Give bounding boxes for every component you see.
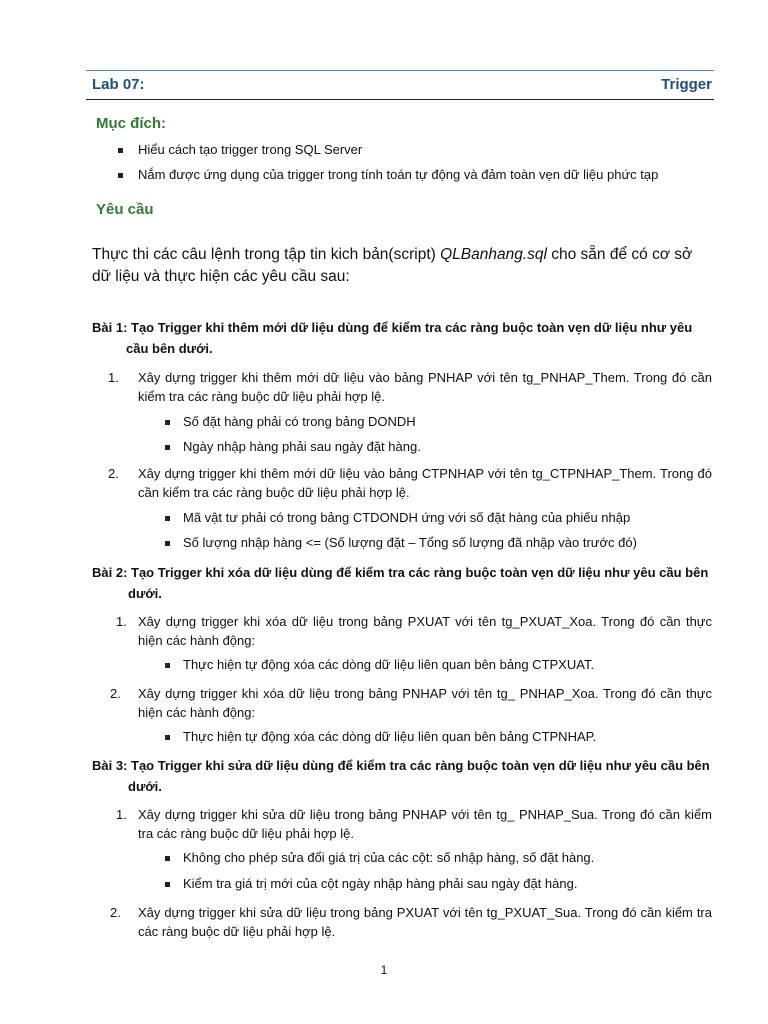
- item-text: Xây dựng trigger khi xóa dữ liệu trong bảng PXUAT với tên tg_PXUAT_Xoa. Trong đó cần thực hiện các hành động:: [138, 614, 712, 648]
- exercise-title-bai-2: [92, 562, 714, 604]
- list-item: [183, 850, 594, 866]
- page-header: [92, 76, 712, 93]
- item-number: 1.: [116, 614, 127, 629]
- list-item: [183, 729, 596, 745]
- exercise-title-text: Bài 1: Tạo Trigger khi thêm mới dữ liệu dùng để kiểm tra các ràng buộc toàn vẹn dữ liệu như yêu cầu bên dưới.: [92, 320, 693, 356]
- list-item-text: Không cho phép sửa đổi giá trị của các cột: số nhập hàng, số đặt hàng.: [183, 850, 595, 865]
- exercise-title-bai-3: [92, 755, 714, 797]
- list-item-text: Hiểu cách tạo trigger trong SQL Server: [138, 142, 363, 157]
- exercise-title-text: Bài 3: Tạo Trigger khi sửa dữ liệu dùng để kiểm tra các ràng buộc toàn vẹn dữ liệu như yêu cầu bên dưới.: [92, 758, 710, 794]
- bullet-square-icon: [165, 420, 170, 425]
- bullet-square-icon: [165, 882, 170, 887]
- intro-text-end: cho sẵn để có cơ sở dữ liệu và thực hiện các yêu cầu sau:: [92, 246, 693, 285]
- bullet-square-icon: [165, 516, 170, 521]
- exercise-title-text: Bài 2: Tạo Trigger khi xóa dữ liệu dùng để kiểm tra các ràng buộc toàn vẹn dữ liệu như yêu cầu bên dưới.: [92, 565, 709, 601]
- intro-paragraph: [92, 244, 712, 288]
- bullet-square-icon: [165, 856, 170, 861]
- item-number: 1.: [108, 370, 119, 385]
- bullet-square-icon: [118, 173, 123, 178]
- list-item: [138, 167, 658, 183]
- list-item: [183, 510, 630, 526]
- item-number: 2.: [110, 905, 121, 920]
- section-title-muc-dich: Mục đích:: [96, 115, 166, 132]
- bullet-square-icon: [165, 445, 170, 450]
- list-item-text: Kiểm tra giá trị mới của cột ngày nhập hàng phải sau ngày đặt hàng.: [183, 876, 578, 891]
- list-item: [183, 439, 421, 455]
- list-item: [183, 535, 637, 551]
- list-item: [183, 657, 594, 673]
- script-file-name: QLBanhang.sql: [440, 246, 547, 263]
- list-item-text: Số lượng nhập hàng <= (Số lượng đặt – Tổng số lượng đã nhập vào trước đó): [183, 535, 637, 550]
- bullet-square-icon: [165, 663, 170, 668]
- section-title-yeu-cau: Yêu cầu: [96, 201, 154, 218]
- exercise-title-bai-1: [92, 317, 714, 359]
- item-number: 2.: [110, 686, 121, 701]
- list-item: [183, 876, 577, 892]
- list-item: [183, 414, 416, 430]
- item-text: Xây dựng trigger khi thêm mới dữ liệu vào bảng CTPNHAP với tên tg_CTPNHAP_Them. Trong đó cần kiểm tra các ràng buộc dữ liệu phải hợp lệ.: [138, 466, 712, 500]
- list-item-text: Ngày nhập hàng phải sau ngày đặt hàng.: [183, 439, 421, 454]
- header-bottom-rule: [86, 99, 714, 100]
- list-item-text: Số đặt hàng phải có trong bảng DONDH: [183, 414, 416, 429]
- item-text: Xây dựng trigger khi thêm mới dữ liệu vào bảng PNHAP với tên tg_PNHAP_Them. Trong đó cần kiểm tra các ràng buộc dữ liệu phải hợp lệ.: [138, 370, 712, 404]
- list-item-text: Thực hiện tự động xóa các dòng dữ liệu liên quan bên bảng CTPNHAP.: [183, 729, 597, 744]
- header-top-rule: [86, 70, 714, 71]
- bullet-square-icon: [165, 735, 170, 740]
- item-text: Xây dựng trigger khi sửa dữ liệu trong bảng PNHAP với tên tg_ PNHAP_Sua. Trong đó cần kiểm tra các ràng buộc dữ liệu phải hợp lệ.: [138, 807, 712, 841]
- lab-label: Lab 07:: [92, 76, 145, 93]
- list-item: [138, 142, 362, 158]
- item-text: Xây dựng trigger khi xóa dữ liệu trong bảng PNHAP với tên tg_ PNHAP_Xoa. Trong đó cần thực hiện các hành động:: [138, 686, 712, 720]
- item-text: Xây dựng trigger khi sửa dữ liệu trong bảng PXUAT với tên tg_PXUAT_Sua. Trong đó cần kiểm tra các ràng buộc dữ liệu phải hợp lệ.: [138, 905, 712, 939]
- list-item-text: Thực hiện tự động xóa các dòng dữ liệu liên quan bên bảng CTPXUAT.: [183, 657, 595, 672]
- bullet-square-icon: [118, 148, 123, 153]
- bullet-square-icon: [165, 541, 170, 546]
- intro-text-start: Thực thi các câu lệnh trong tập tin kich bản(script): [92, 246, 441, 263]
- lab-topic: Trigger: [661, 76, 712, 93]
- page-number: 1: [380, 963, 388, 977]
- item-number: 2.: [108, 466, 119, 481]
- list-item-text: Nắm được ứng dụng của trigger trong tính toán tự động và đảm toàn vẹn dữ liệu phức tạp: [138, 167, 659, 182]
- list-item-text: Mã vật tư phải có trong bảng CTDONDH ứng với số đặt hàng của phiếu nhập: [183, 510, 631, 525]
- item-number: 1.: [116, 807, 127, 822]
